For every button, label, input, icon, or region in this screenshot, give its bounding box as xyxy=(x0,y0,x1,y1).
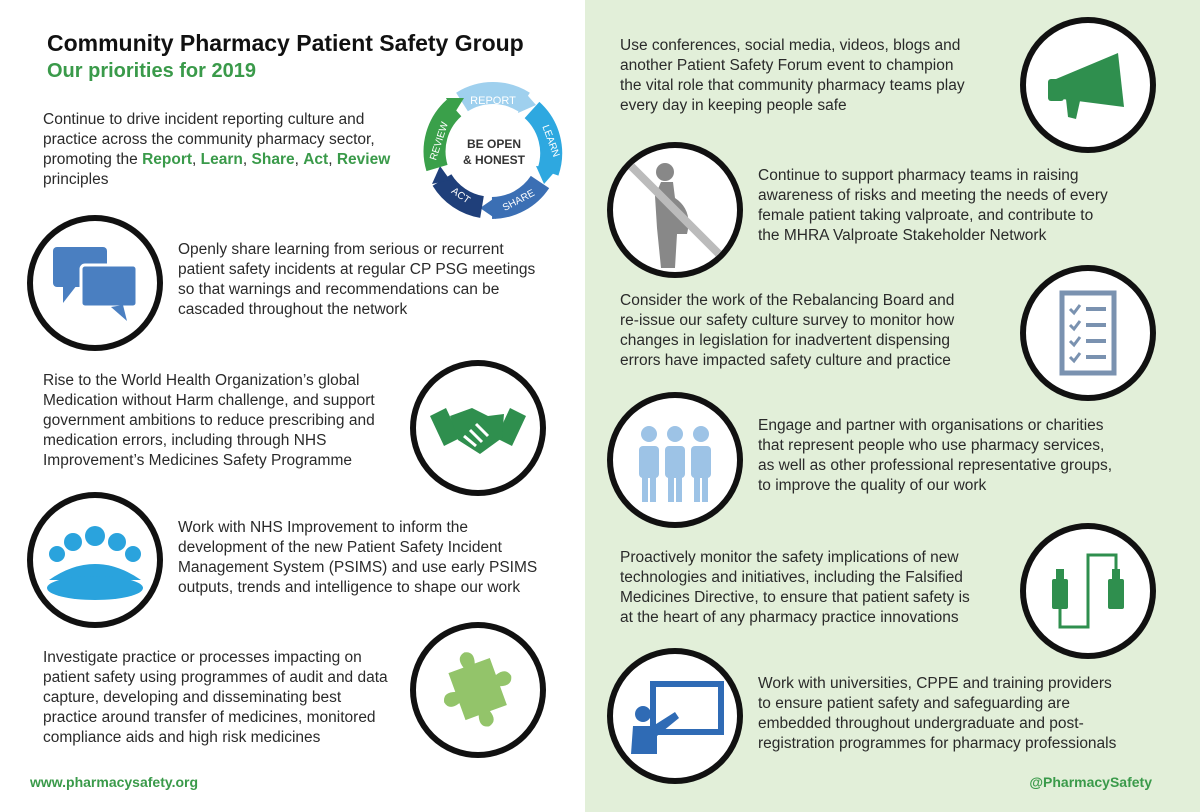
text-line: at the heart of any pharmacy practice innovations xyxy=(620,609,959,626)
text-line: female patient taking valproate, and contribute to xyxy=(758,207,1094,224)
text-line: cascaded throughout the network xyxy=(178,301,408,318)
text-line: government ambitions to reduce prescribing and xyxy=(43,412,375,429)
text-line: re-issue our safety culture survey to monitor how xyxy=(620,312,955,329)
priority-valproate-text xyxy=(758,166,1108,246)
meeting-group-icon xyxy=(27,492,163,628)
text-line: compliance aids and high risk medicines xyxy=(43,729,321,746)
priority-conferences-text xyxy=(620,36,965,116)
text-line: Use conferences, social media, videos, blogs and xyxy=(620,37,961,54)
cycle-label-review: REVIEW xyxy=(428,120,451,162)
text-line: principles xyxy=(43,171,109,188)
text-line: outputs, trends and intelligence to shape our work xyxy=(178,579,521,596)
text-line: awareness of risks and meeting the needs of every xyxy=(758,187,1108,204)
cable-connector-icon xyxy=(1020,523,1156,659)
cycle-label-report: REPORT xyxy=(470,95,516,107)
twitter-handle-link[interactable]: @PharmacySafety xyxy=(1029,774,1152,790)
text-line: development of the new Patient Safety Incident xyxy=(178,539,502,556)
priority-report-learn-text xyxy=(43,110,390,190)
text-line: Proactively monitor the safety implications of new xyxy=(620,549,959,566)
text-line: Work with universities, CPPE and training providers xyxy=(758,675,1112,692)
keyword-share: Share xyxy=(251,151,295,168)
text-line: Continue to drive incident reporting culture and xyxy=(43,111,365,128)
people-group-icon xyxy=(607,392,743,528)
text-line: medication errors, including through NHS xyxy=(43,432,327,449)
text-line: the MHRA Valproate Stakeholder Network xyxy=(758,227,1047,244)
teacher-board-icon xyxy=(607,648,743,784)
text-line: Openly share learning from serious or recurrent xyxy=(178,241,504,258)
text-line: as well as other professional representative groups, xyxy=(758,457,1113,474)
text-line: Rise to the World Health Organization’s global xyxy=(43,372,360,389)
text-line: every day in keeping people safe xyxy=(620,97,847,114)
priority-technologies-text xyxy=(620,548,970,628)
megaphone-icon xyxy=(1020,17,1156,153)
website-link[interactable]: www.pharmacysafety.org xyxy=(30,774,199,790)
text-line: Management System (PSIMS) and use early PSIMS xyxy=(178,559,538,576)
priority-who-challenge-text xyxy=(43,371,375,471)
priority-universities-text xyxy=(758,674,1116,754)
keyword-learn: Learn xyxy=(200,151,243,168)
text-line: so that warnings and recommendations can be xyxy=(178,281,500,298)
cycle-arrow-learn xyxy=(536,166,558,184)
text-line: Investigate practice or processes impacting on xyxy=(43,649,362,666)
text-line: to ensure patient safety and safeguarding are xyxy=(758,695,1070,712)
cycle-label-act: ACT xyxy=(449,185,472,207)
text-line: the vital role that community pharmacy teams play xyxy=(620,77,965,94)
text-prefix: promoting the xyxy=(43,151,143,168)
separator: , xyxy=(294,151,304,168)
priority-engage-text xyxy=(758,416,1112,496)
text-line: another Patient Safety Forum event to champion xyxy=(620,57,954,74)
text-line: changes in legislation for inadvertent dispensing xyxy=(620,332,951,349)
page-subtitle: Our priorities for 2019 xyxy=(47,60,256,82)
text-line: Improvement’s Medicines Safety Programme xyxy=(43,452,352,469)
cycle-label-share: SHARE xyxy=(501,187,537,214)
cycle-label-learn: LEARN xyxy=(539,123,562,159)
cycle-center-line1: BE OPEN xyxy=(466,137,522,151)
keyword-act: Act xyxy=(303,151,329,168)
text-line: practice around transfer of medicines, monitored xyxy=(43,709,376,726)
text-line: to improve the quality of our work xyxy=(758,477,987,494)
cycle-center-line2: & HONEST xyxy=(462,153,526,167)
text-line: embedded throughout undergraduate and post- xyxy=(758,715,1084,732)
text-line: practice across the community pharmacy sector, xyxy=(43,131,375,148)
text-line-keywords xyxy=(43,150,390,170)
text-line: patient safety using programmes of audit and data xyxy=(43,669,388,686)
text-line: Continue to support pharmacy teams in raising xyxy=(758,167,1079,184)
report-learn-cycle-diagram xyxy=(420,80,568,220)
priority-psims-text xyxy=(178,518,537,598)
text-line: Engage and partner with organisations or charities xyxy=(758,417,1104,434)
text-line: Medication without Harm challenge, and support xyxy=(43,392,375,409)
puzzle-piece-icon xyxy=(410,622,546,758)
text-line: registration programmes for pharmacy professionals xyxy=(758,735,1117,752)
text-line: technologies and initiatives, including the Falsified xyxy=(620,569,963,586)
priority-share-learning-text xyxy=(178,240,535,320)
separator: , xyxy=(328,151,337,168)
text-line: that represent people who use pharmacy services, xyxy=(758,437,1105,454)
keyword-report: Report xyxy=(142,151,193,168)
text-line: Work with NHS Improvement to inform the xyxy=(178,519,468,536)
text-line: patient safety incidents at regular CP PSG meetings xyxy=(178,261,536,278)
text-line: capture, developing and disseminating best xyxy=(43,689,342,706)
keyword-review: Review xyxy=(336,151,391,168)
pregnant-woman-icon xyxy=(607,142,743,278)
text-line: errors have impacted safety culture and practice xyxy=(620,352,951,369)
separator: , xyxy=(192,151,201,168)
text-line: Consider the work of the Rebalancing Board and xyxy=(620,292,955,309)
priority-rebalancing-text xyxy=(620,291,954,371)
separator: , xyxy=(242,151,252,168)
checklist-icon xyxy=(1020,265,1156,401)
handshake-icon xyxy=(410,360,546,496)
priority-investigate-text xyxy=(43,648,388,748)
text-line: Medicines Directive, to ensure that patient safety is xyxy=(620,589,970,606)
page-title: Community Pharmacy Patient Safety Group xyxy=(47,30,524,56)
speech-bubbles-icon xyxy=(27,215,163,351)
